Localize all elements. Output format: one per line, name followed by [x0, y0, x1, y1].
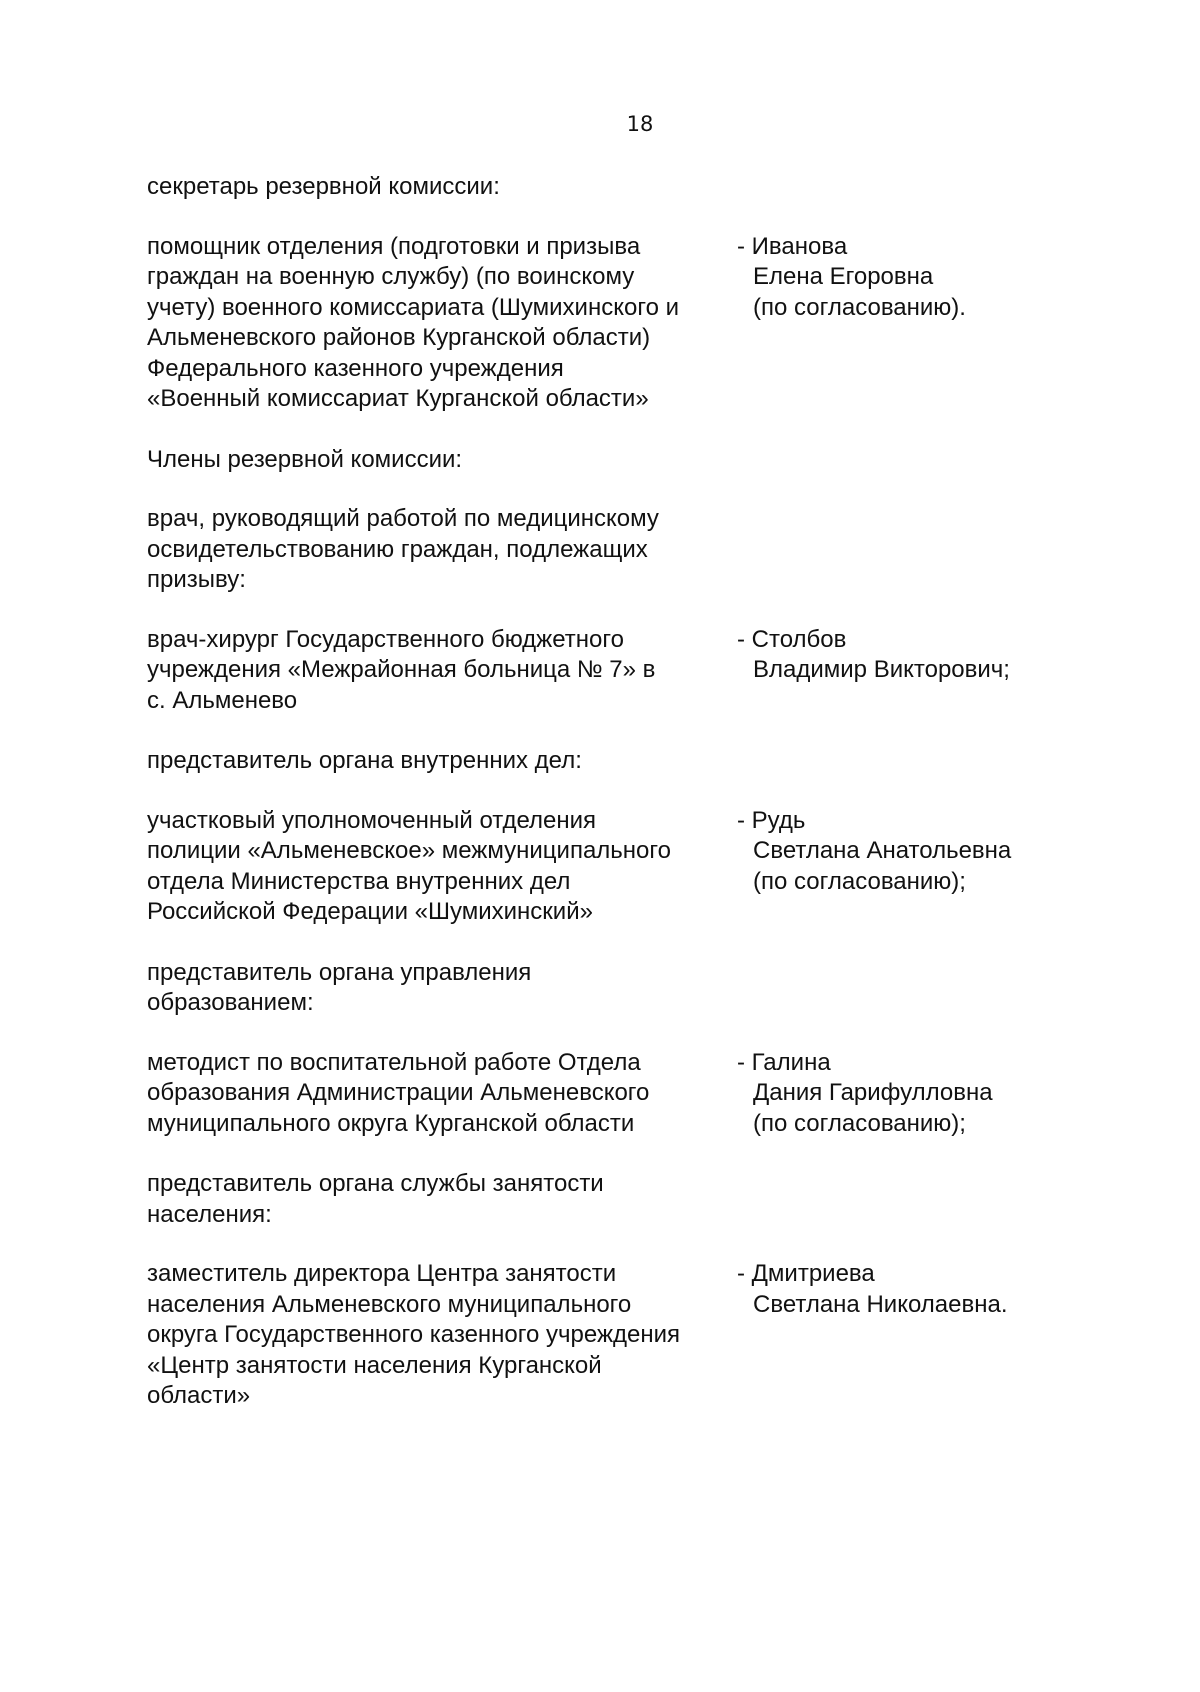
secretary-entry [147, 232, 1077, 415]
police-position: участковый уполномоченный отделения полиции «Альменевское» межмуниципального отдела Министерства внутренних дел Российской Федерации «Шумихинский» [147, 806, 671, 925]
education-person: - Галина Дания Гарифулловна (по согласованию); [737, 1048, 993, 1137]
police-entry [147, 806, 1077, 928]
education-entry [147, 1048, 1077, 1140]
employment-heading: представитель органа службы занятости населения: [147, 1170, 604, 1228]
secretary-position: помощник отделения (подготовки и призыва граждан на военную службу) (по воинскому учету) военного комиссариата (Шумихинского и Альменевского районов Курганской области) Федерального казенного учреждения «Военный комиссариат Курганской области» [147, 232, 679, 412]
commission-list [147, 172, 1077, 1412]
doctor-person: - Столбов Владимир Викторович; [737, 625, 1010, 683]
education-position: методист по воспитательной работе Отдела образования Администрации Альменевского муниципального округа Курганской области [147, 1048, 650, 1137]
police-heading: представитель органа внутренних дел: [147, 747, 582, 774]
police-person: - Рудь Светлана Анатольевна (по согласованию); [737, 806, 1012, 895]
doctor-heading: врач, руководящий работой по медицинскому освидетельствованию граждан, подлежащих призыву: [147, 505, 659, 593]
employment-person: - Дмитриева Светлана Николаевна. [737, 1260, 1008, 1318]
employment-position: заместитель директора Центра занятости населения Альменевского муниципального округа Государственного казенного учреждения «Центр занятости населения Курганской области» [147, 1260, 681, 1409]
secretary-person: - Иванова Елена Егоровна (по согласованию). [737, 232, 966, 321]
members-heading: Члены резервной комиссии: [147, 445, 463, 473]
page-number: 18 [626, 112, 654, 136]
doctor-entry [147, 625, 1077, 717]
secretary-heading: секретарь резервной комиссии: [147, 173, 500, 200]
education-heading: представитель органа управления образованием: [147, 958, 532, 1016]
doctor-position: врач-хирург Государственного бюджетного учреждения «Межрайонная больница № 7» в с. Альменево [147, 625, 656, 714]
employment-entry [147, 1259, 1077, 1412]
